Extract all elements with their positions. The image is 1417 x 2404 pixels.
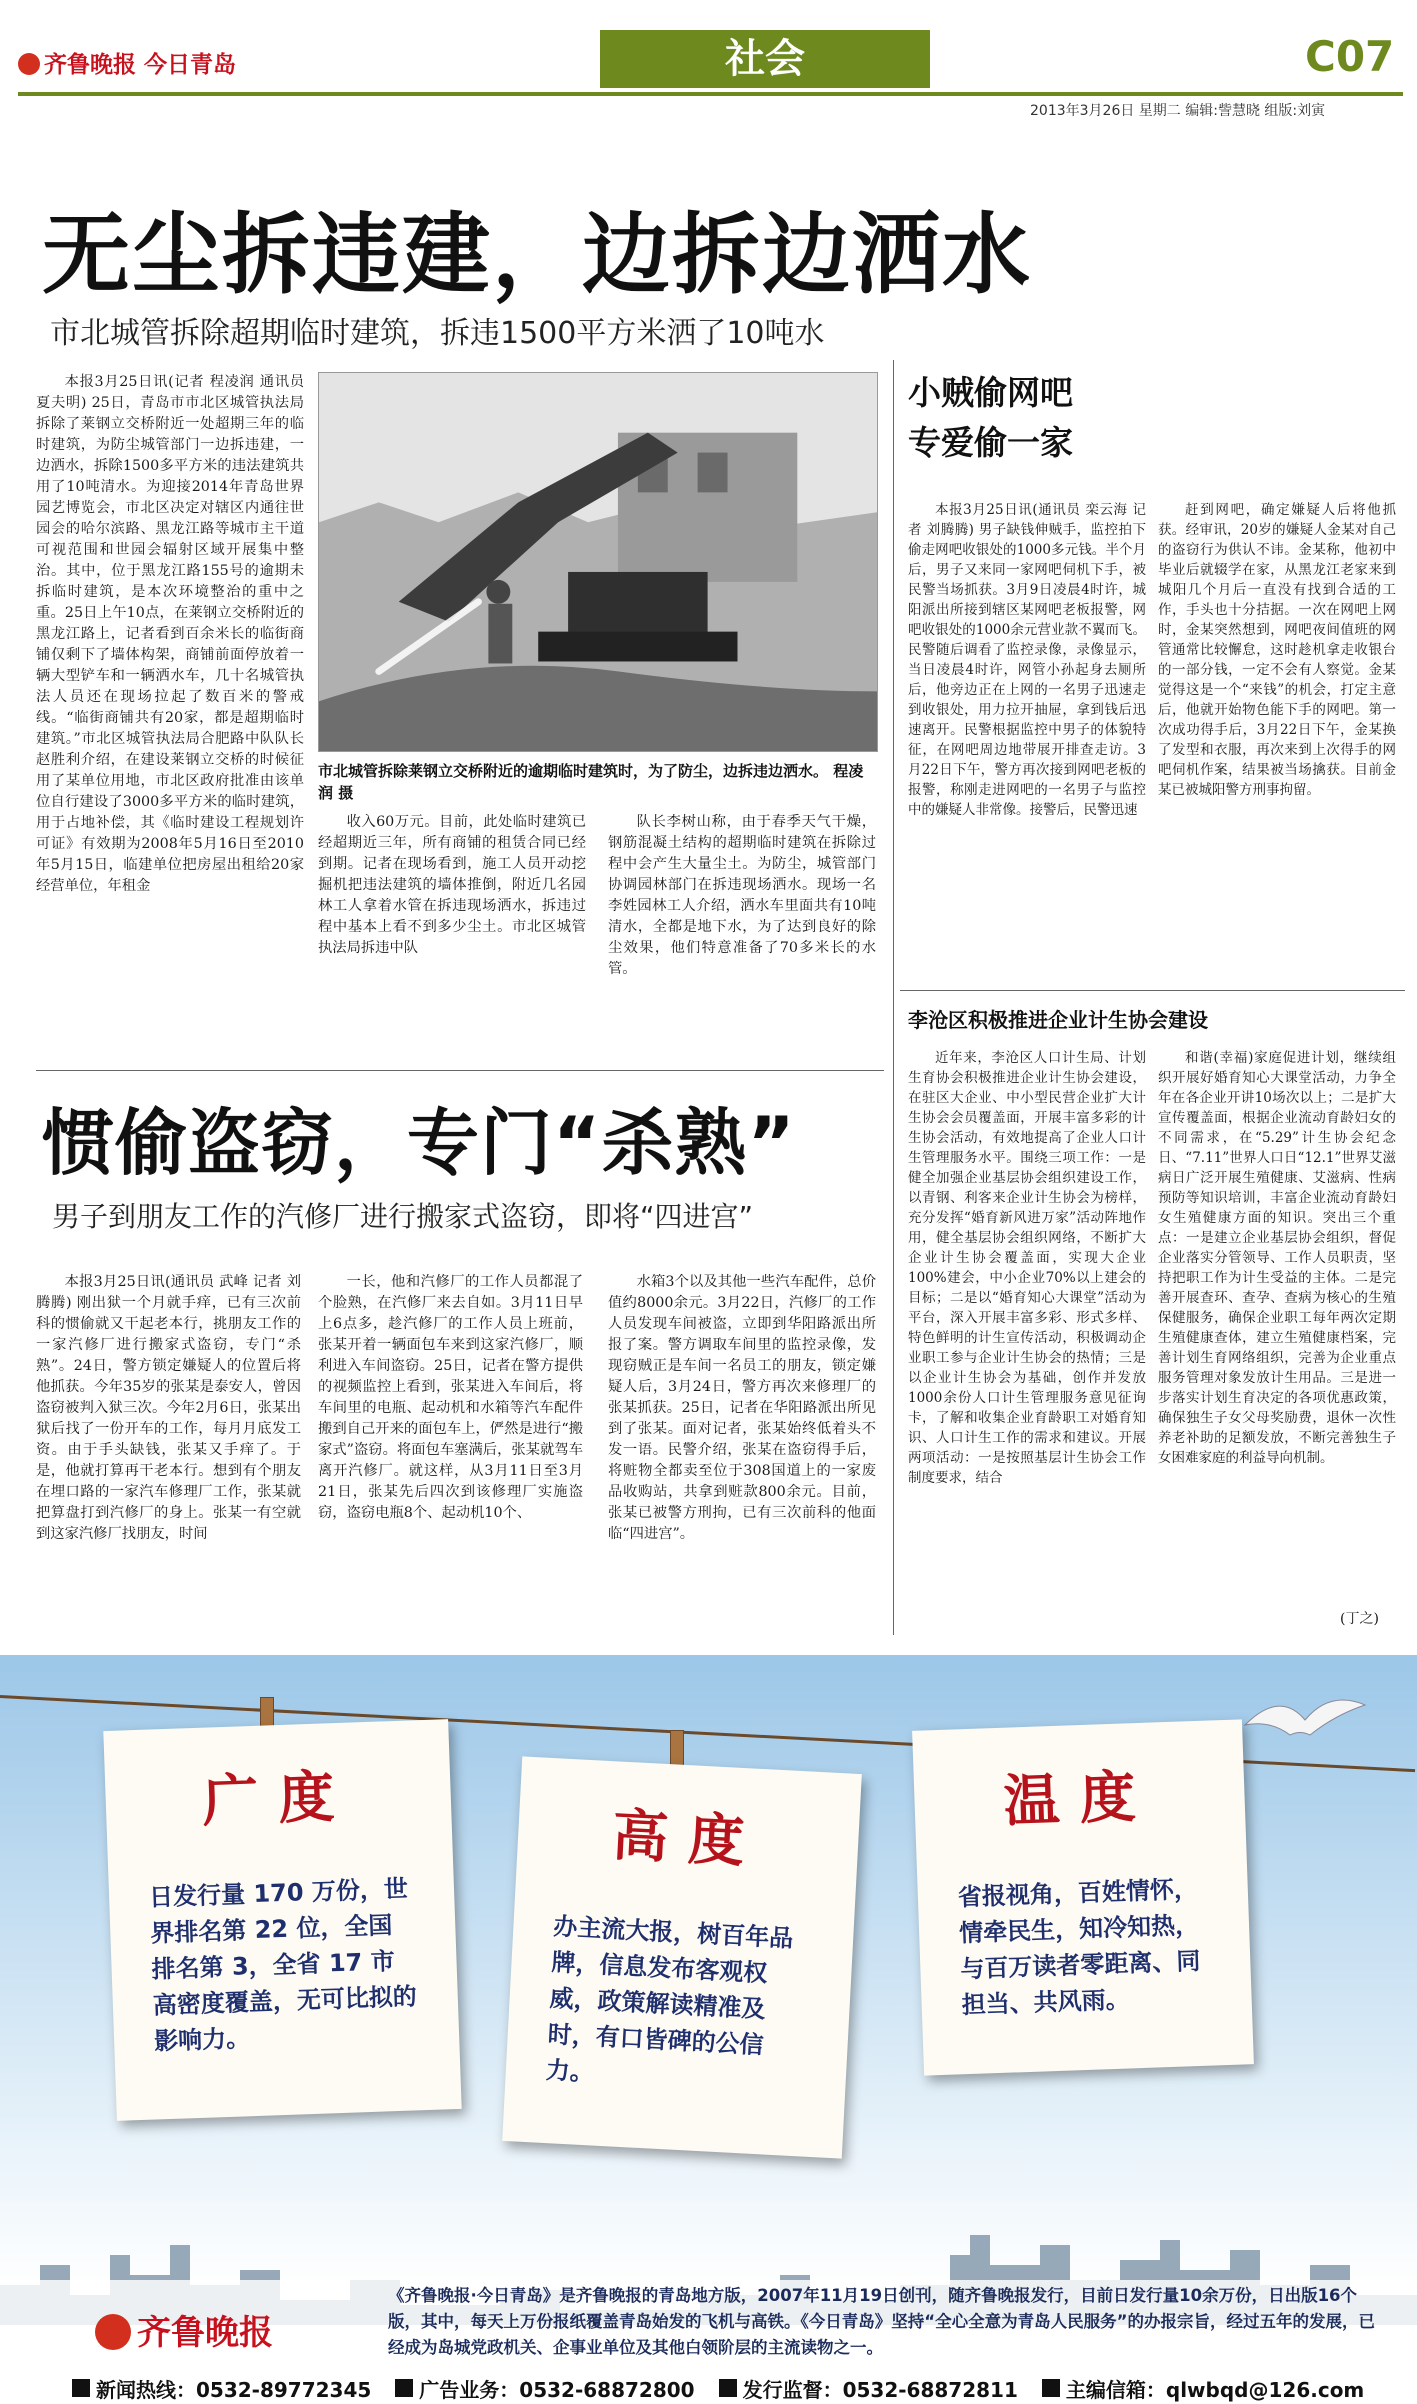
story4-column-3 (608, 1272, 876, 1637)
story4-text-3: 水箱3个以及其他一些汽车配件，总价值约8000余元。3月22日，汽修厂的工作人员发现车间被盗，立即到华阳路派出所报了案。警方调取车间里的监控录像，发现窃贼正是车间一名员工的朋友，锁定嫌疑人后，3月24日，警方再次来修理厂的张某抓获。25日，记者在华阳路派出所见到了张某。面对记者，张某始终低着头不发一语。民警介绍，张某在盗窃得手后，将赃物全都卖至位于308国道上的一家废品收购站，共拿到赃款800余元。目前，张某已被警方刑拘，已有三次前科的他面临“四进宫”。 (608, 1274, 876, 1542)
story2-headline (908, 368, 1073, 468)
editor-email (1042, 2374, 1364, 2403)
logo-mark-icon (18, 53, 40, 75)
story4-text-1: 本报3月25日讯(通讯员 武峰 记者 刘腾腾) 刚出狱一个月就手痒，已有三次前科的惯偷就又干起老本行，挑朋友工作的一家汽修厂进行搬家式盗窃，专门“杀熟”。24日，警方锁定嫌疑人的位置后将他抓获。今年35岁的张某是泰安人，曾因盗窃被判入狱三次。今年2月6日，张某出狱后找了一份开车的工作，每月月底发工资。由于手头缺钱，张某又手痒了。于是，他就打算再干老本行。想到有个朋友在埋口路的一家汽车修理厂工作，张某就把算盘打到汽修厂的身上。张某一有空就到这家汽修厂找朋友，时间 (36, 1274, 301, 1542)
story4-subhead: 男子到朋友工作的汽修厂进行搬家式盗窃，即将“四进宫” (52, 1200, 754, 1233)
bullet-icon (1042, 2379, 1060, 2397)
distribution-hotline (719, 2374, 1018, 2403)
story3-text-2: 和谐(幸福)家庭促进计划，继续组织开展好婚育知心大课堂活动，力争全年在各企业开讲10场次以上；二是扩大宣传覆盖面，根据企业流动育龄妇女的不同需求，在“5.29”计生协会纪念日、“7.11”世界人口日“12.1”世界艾滋病日广泛开展生殖健康、艾滋病、性病预防等知识培训，丰富企业流动育龄妇女生殖健康方面的知识。突出三个重点：一是建立企业基层协会组织，督促企业落实分管领导、工作人员职责，坚持把职工作为计生受益的主体。二是完善开展查环、查孕、查病为核心的生殖保健服务，确保企业职工每年两次定期生殖健康查体，建立生殖健康档案，完善计划生育网络组织，完善为企业重点服务管理对象发放计生用品。三是进一步落实计划生育决定的各项优惠政策，确保独生子女父母奖励费，退休一次性养老补助的足额发放，不断完善独生子女困难家庭的利益导向机制。 (1158, 1050, 1396, 1466)
story1-text-1: 本报3月25日讯(记者 程凌润 通讯员 夏夫明) 25日，青岛市市北区城管执法局拆除了莱钢立交桥附近一处超期三年的临时建筑，为防尘城管部门一边拆违建，一边洒水，拆除1500多平方米的违法建筑共用了10吨清水。为迎接2014年青岛世界园艺博览会，市北区决定对辖区内通往世园会的哈尔滨路、黑龙江路等城市主干道可视范围和世园会辐射区域开展集中整治。其中，位于黑龙江路155号的逾期未拆临时建筑，是本次环境整治的重中之重。25日上午10点，在莱钢立交桥附近的黑龙江路上，记者看到百余米长的临街商铺仅剩下了墙体构架，商铺前面停放着一辆大型铲车和一辆洒水车，几十名城管执法人员还在现场拉起了数百米的警戒线。“临街商铺共有20家，都是超期临时建筑。”市北区城管执法局合肥路中队队长赵胜利介绍，在建设莱钢立交桥的时候征用了某单位用地，市北区政府批准由该单位自行建设了3000多平方米的临时建筑，用于占地补偿，其《临时建设工程规划许可证》有效期为2008年5月16日至2010年5月15日，临建单位把房屋出租给20家经营单位，年租金 (36, 374, 304, 894)
story2-text-1: 本报3月25日讯(通讯员 栾云海 记者 刘腾腾) 男子缺钱伸贼手，监控拍下偷走网吧收银处的1000多元钱。半个月后，男子又来同一家网吧伺机下手，被民警当场抓获。3月9日凌晨4时许，城阳派出所接到辖区某网吧老板报警，网吧收银处的1000余元营业款不翼而飞。民警随后调看了监控录像，录像显示，当日凌晨4时许，网管小孙起身去厕所后，他旁边正在上网的一名男子迅速走到收银处，用力拉开抽屉，拿到钱后迅速离开。民警根据监控中男子的体貌特征，在网吧周边地带展开排查走访。3月22日下午，警方再次接到网吧老板的报警，称刚走进网吧的一名男子与监控中的嫌疑人非常像。接警后，民警迅速 (908, 502, 1146, 818)
header-rule (18, 92, 1403, 96)
bullet-icon (72, 2379, 90, 2397)
story4-headline: 惯偷盗窃，专门“杀熟” (42, 1101, 796, 1185)
story4-text-2: 一长，他和汽修厂的工作人员都混了个脸熟，在汽修厂来去自如。3月11日早上6点多，趁汽修厂的工作人员上班前，张某开着一辆面包车来到这家汽修厂，顺利进入车间盗窃。25日，记者在警方提供的视频监控上看到，张某进入车间后，将车间里的电瓶、起动机和水箱等汽车配件搬到自己开来的面包车上，俨然是进行“搬家式”盗窃。将面包车塞满后，张某就驾车离开汽修厂。就这样，从3月11日至3月21日，张某先后四次到该修理厂实施盗窃，盗窃电瓶8个、起动机10个、 (318, 1274, 583, 1521)
seagull-icon (1240, 1685, 1370, 1765)
story2-column-1 (908, 500, 1146, 980)
story1-text-2: 收入60万元。目前，此处临时建筑已经超期近三年，所有商铺的租赁合同已经到期。记者在现场看到，施工人员开动挖掘机把违法建筑的墙体推倒，附近几名园林工人拿着水管在拆违现场洒水，拆违过程中基本上看不到多少尘土。市北区城管执法局拆违中队 (318, 814, 586, 956)
story3-byline: (丁之) (1340, 1611, 1379, 1627)
ad-card-text: 办主流大报，树百年品牌，信息发布客观权威，政策解读精准及时，有口皆碑的公信力。 (545, 1912, 794, 2087)
demolition-photo-icon (319, 373, 877, 751)
story1-column-1 (36, 372, 304, 1062)
ad-card-title: 温度 (1002, 1763, 1157, 1835)
ad-hotline (395, 2374, 694, 2403)
news-hotline (72, 2374, 371, 2403)
main-headline: 无尘拆违建，边拆边洒水 (42, 203, 1033, 306)
hotline-label: 发行监督：0532-68872811 (742, 2377, 1018, 2402)
story1-column-2 (318, 812, 586, 1062)
ad-card-warmth (912, 1719, 1254, 2075)
issue-meta: 2013年3月26日 星期二 编辑:訾慧晓 组版:刘寅 (1030, 103, 1326, 119)
story2-text-2: 赶到网吧，确定嫌疑人后将他抓获。经审讯，20岁的嫌疑人金某对自己的盗窃行为供认不讳。金某称，他初中毕业后就辍学在家，从黑龙江老家来到城阳几个月后一直没有找到合适的工作，手头也十分拮据。一次在网吧上网时，金某突然想到，网吧夜间值班的网管通常比较懈怠，这时趁机拿走收银台的一部分钱，一定不会有人察觉。金某觉得这是一个“来钱”的机会，打定主意后，他就开始物色能下手的网吧。第一次成功得手后，3月22日下午，金某换了发型和衣服，再次来到上次得手的网吧伺机作案，结果被当场擒获。目前金某已被城阳警方刑事拘留。 (1158, 502, 1396, 798)
story2-headline-line1: 小贼偷网吧 (908, 373, 1073, 412)
story2-headline-line2: 专爱偷一家 (908, 423, 1073, 462)
bullet-icon (719, 2379, 737, 2397)
story-divider (36, 1070, 884, 1071)
ad-card-title: 广度 (201, 1763, 356, 1835)
story1-column-3 (608, 812, 876, 1062)
story4-column-1 (36, 1272, 301, 1637)
story4-column-2 (318, 1272, 583, 1637)
ad-blurb: 《齐鲁晚报·今日青岛》是齐鲁晚报的青岛地方版，2007年11月19日创刊，随齐鲁晚报发行，目前日发行量10余万份，日出版16个版，其中，每天上万份报纸覆盖青岛始发的飞机与高铁。《今日青岛》坚持“全心全意为青岛人民服务”的办报宗旨，经过五年的发展，已经成为岛城党政机关、企事业单位及其他白领阶层的主流读物之一。 (388, 2286, 1375, 2357)
main-subhead: 市北城管拆除超期临时建筑，拆违1500平方米洒了10吨水 (50, 316, 825, 351)
story3-headline: 李沧区积极推进企业计生协会建设 (908, 1008, 1208, 1032)
ad-card-title: 高度 (610, 1802, 766, 1877)
logo-text: 齐鲁晚报 今日青岛 (44, 52, 237, 78)
ad-logo-text: 齐鲁晚报 (137, 2313, 273, 2353)
column-divider (893, 360, 894, 1635)
bullet-icon (395, 2379, 413, 2397)
story3-column-1 (908, 1048, 1146, 1628)
hotline-label: 广告业务：0532-68872800 (419, 2377, 695, 2402)
photo-caption: 市北城管拆除莱钢立交桥附近的逾期临时建筑时，为了防尘，边拆违边洒水。 程凌润 摄 (318, 762, 864, 802)
newspaper-ad (0, 1655, 1417, 2404)
newspaper-logo (18, 46, 236, 79)
contact-bar (72, 2372, 1417, 2404)
ad-logo (95, 2305, 273, 2354)
page-code: C07 (1305, 32, 1395, 81)
demolition-photo (318, 372, 878, 752)
ad-card-breadth (103, 1719, 461, 2121)
hotline-label: 新闻热线：0532-89772345 (96, 2377, 372, 2402)
story3-column-2 (1158, 1048, 1396, 1606)
story2-column-2 (1158, 500, 1396, 980)
story1-text-3: 队长李树山称，由于春季天气干燥，钢筋混凝土结构的超期临时建筑在拆除过程中会产生大量尘土。为防尘，城管部门协调园林部门在拆违现场洒水。现场一名李姓园林工人介绍，洒水车里面共有10吨清水，全都是地下水，为了达到良好的除尘效果，他们特意准备了70多米长的水管。 (608, 814, 876, 977)
story-divider-right (900, 990, 1405, 991)
ad-card-height (502, 1756, 862, 2158)
page-header (0, 0, 1417, 118)
ad-card-text: 省报视角，百姓情怀，情牵民生，知冷知热，与百万读者零距离、同担当、共风雨。 (957, 1874, 1201, 2020)
section-banner: 社会 (600, 30, 930, 88)
hotline-label: 主编信箱：qlwbqd@126.com (1065, 2377, 1365, 2402)
ad-card-text: 日发行量 170 万份，世界排名第 22 位，全国排名第 3，全省 17 市高密度覆盖，无可比拟的影响力。 (148, 1874, 418, 2056)
logo-mark-icon (95, 2314, 131, 2350)
story3-text-1: 近年来，李沧区人口计生局、计划生育协会积极推进企业计生协会建设，在驻区大企业、中小型民营企业扩大计生协会会员覆盖面，开展丰富多彩的计生协会活动，有效地提高了企业人口计生管理服务水平。围绕三项工作：一是健全加强企业基层协会组织建设工作，以青钢、利客来企业计生协会为榜样，充分发挥“婚育新风进万家”活动阵地作用，健全基层协会组织网络，不断扩大企业计生协会覆盖面，实现大企业100%建会，中小企业70%以上建会的目标；二是以“婚育知心大课堂”活动为平台，深入开展丰富多彩、形式多样、特色鲜明的计生宣传活动，积极调动企业职工参与企业计生协会的热情；三是以企业计生协会为基础，创作并发放1000余份人口计生管理服务意见征询卡，了解和收集企业育龄职工对婚育知识、人口计生工作的需求和建议。开展两项活动：一是按照基层计生协会工作制度要求，结合 (908, 1050, 1146, 1486)
